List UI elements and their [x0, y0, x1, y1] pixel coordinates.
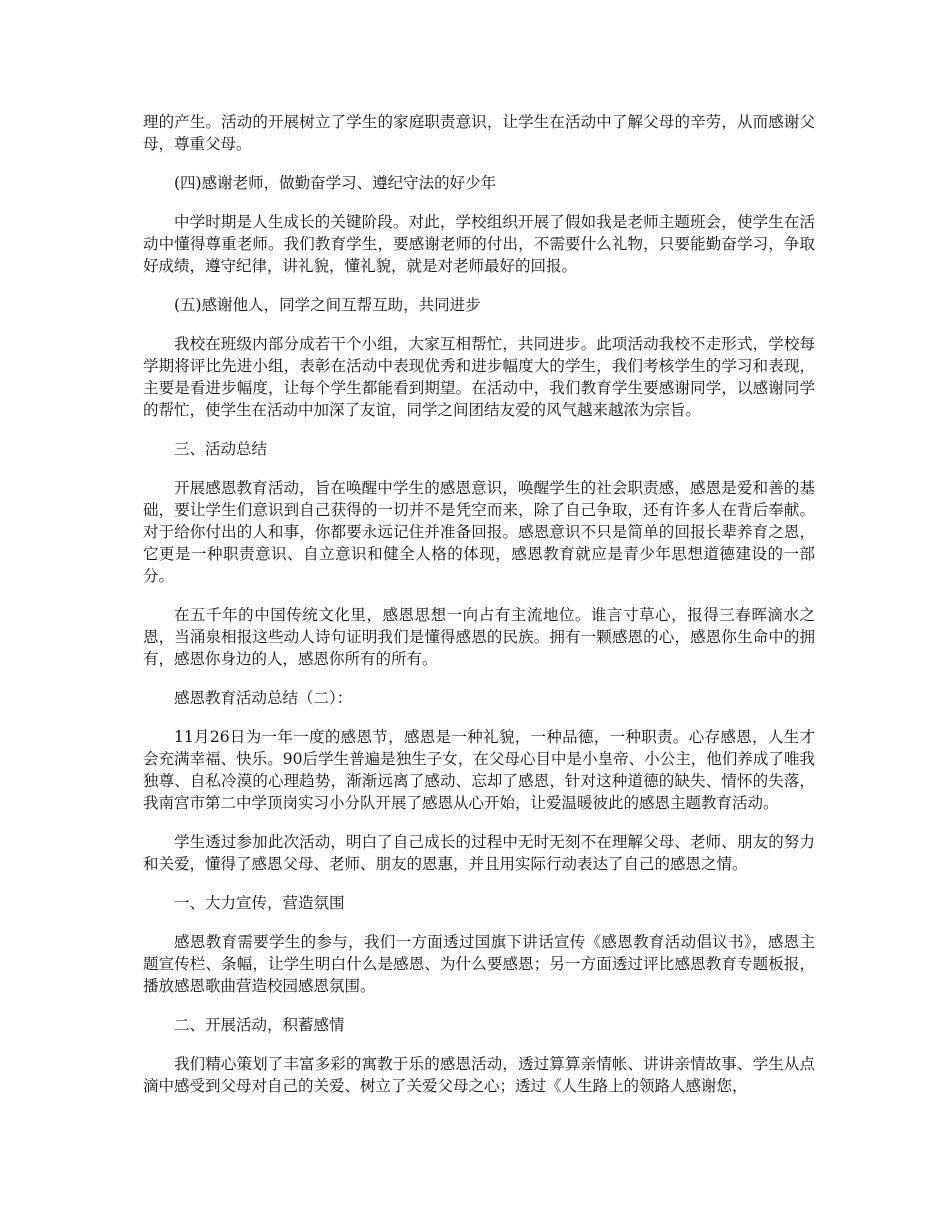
section-heading-activity-summary: 三、活动总结: [174, 440, 268, 458]
paragraph-publicity: 感恩教育需要学生的参与，我们一方面透过国旗下讲话宣传《感恩教育活动倡议书》，感恩主题宣传栏、条幅，让学生明白什么是感恩、为什么要感恩；另一方面透过评比感恩教育专题板报，播放感恩歌曲营造校园感恩氛围。: [143, 933, 815, 995]
paragraph-student-participation: 学生透过参加此次活动，明白了自己成长的过程中无时无刻不在理解父母、老师、朋友的努力和关爱，懂得了感恩父母、老师、朋友的恩惠，并且用实际行动表达了自己的感恩之情。: [143, 833, 815, 873]
paragraph-summary-tradition: 在五千年的中国传统文化里，感恩思想一向占有主流地位。谁言寸草心，报得三春晖滴水之恩，当涌泉相报这些动人诗句证明我们是懂得感恩的民族。拥有一颗感恩的心，感恩你生命中的拥有，感恩你身边的人，感恩你所有的所有。: [143, 606, 815, 668]
paragraph-activities: 我们精心策划了丰富多彩的寓教于乐的感恩活动，透过算算亲情帐、讲讲亲情故事、学生从点滴中感受到父母对自己的关爱、树立了关爱父母之心；透过《人生路上的领路人感谢您，: [143, 1055, 815, 1095]
paragraph-thank-teachers: 中学时期是人生成长的关键阶段。对此，学校组织开展了假如我是老师主题班会，使学生在活动中懂得尊重老师。我们教育学生，要感谢老师的付出，不需要什么礼物，只要能勤奋学习，争取好成绩，遵守纪律，讲礼貌，懂礼貌，就是对老师最好的回报。: [143, 213, 815, 275]
section-heading-thank-others: (五)感谢他人，同学之间互帮互助，共同进步: [174, 296, 481, 314]
section-heading-summary-two: 感恩教育活动总结（二）：: [174, 689, 353, 707]
paragraph-summary-purpose: 开展感恩教育活动，旨在唤醒中学生的感恩意识，唤醒学生的社会职责感，感恩是爱和善的基础，要让学生们意识到自己获得的一切并不是凭空而来，除了自己争取，还有许多人在背后奉献。对于给你付出的人和事，你都要永远记住并准备回报。感恩意识不只是简单的回报长辈养育之恩，它更是一种职责意识、自立意识和健全人格的体现，感恩教育就应是青少年思想道德建设的一部分。: [143, 479, 815, 585]
paragraph-thank-others: 我校在班级内部分成若干个小组，大家互相帮忙，共同进步。此项活动我校不走形式，学校每学期将评比先进小组，表彰在活动中表现优秀和进步幅度大的学生，我们考核学生的学习和表现，主要是看进步幅度，让每个学生都能看到期望。在活动中，我们教育学生要感谢同学，以感谢同学的帮忙，使学生在活动中加深了友谊，同学之间团结友爱的风气越来越浓为宗旨。: [143, 335, 815, 419]
section-heading-thank-teachers: (四)感谢老师，做勤奋学习、遵纪守法的好少年: [174, 174, 497, 192]
paragraph-continuation: 理的产生。活动的开展树立了学生的家庭职责意识，让学生在活动中了解父母的辛劳，从而感谢父母，尊重父母。: [143, 113, 815, 153]
paragraph-thanksgiving-day: 11月26日为一年一度的感恩节，感恩是一种礼貌，一种品德，一种职责。心存感恩，人生才会充满幸福、快乐。90后学生普遍是独生子女，在父母心目中是小皇帝、小公主，他们养成了唯我独尊、自私冷漠的心理趋势，渐渐远离了感动、忘却了感恩，针对这种道德的缺失、情怀的失落，我南宫市第二中学顶岗实习小分队开展了感恩从心开始，让爱温暖彼此的感恩主题教育活动。: [143, 728, 815, 812]
document-page: [143, 111, 815, 1114]
section-heading-publicity: 一、大力宣传，营造氛围: [174, 894, 345, 912]
section-heading-activities: 二、开展活动，积蓄感情: [174, 1016, 345, 1034]
